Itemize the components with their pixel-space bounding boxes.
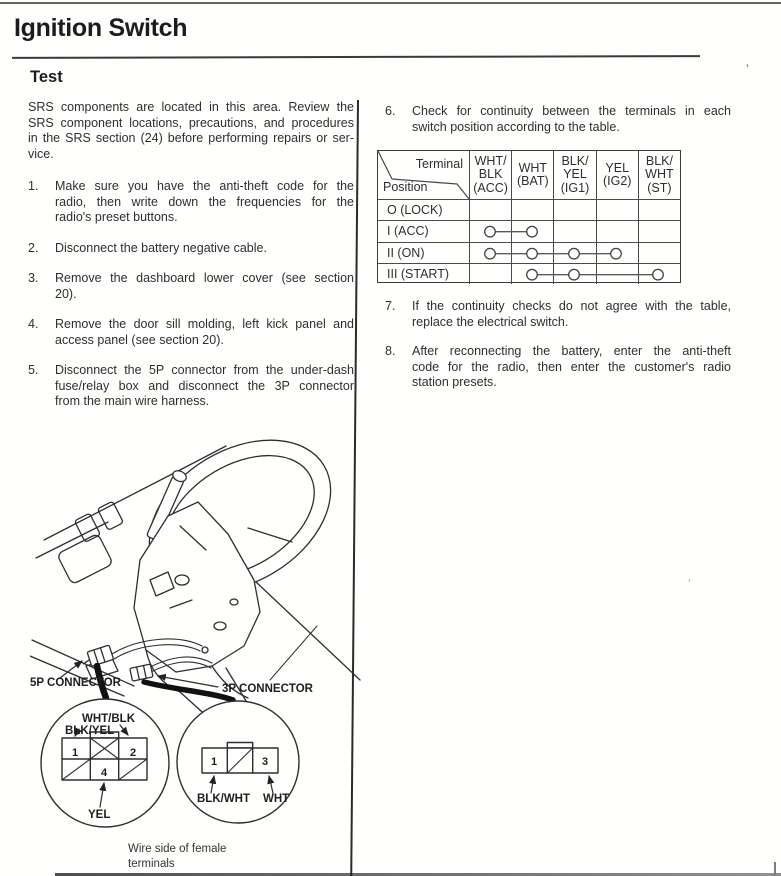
dash-right-edge bbox=[256, 582, 360, 680]
table-corner-cell bbox=[378, 151, 469, 199]
table-cell bbox=[469, 200, 511, 220]
table-cell bbox=[638, 200, 680, 220]
step-number: 6. bbox=[385, 104, 396, 118]
top-scan-line bbox=[0, 2, 781, 4]
table-cell bbox=[553, 243, 595, 263]
pin-5p-2: 2 bbox=[129, 747, 137, 759]
numbered-step bbox=[28, 241, 354, 257]
table-col-header: WHT (BAT) bbox=[511, 151, 553, 199]
right-column-step-6 bbox=[385, 104, 731, 135]
text-line: Check for continuity between the terminals in each bbox=[412, 104, 731, 118]
table-cell bbox=[469, 221, 511, 241]
table-cell bbox=[638, 221, 680, 241]
right-column-step-7 bbox=[385, 299, 731, 330]
table-cell bbox=[511, 221, 553, 241]
steering-column-illustration bbox=[30, 430, 362, 876]
pin-3p-3: 3 bbox=[261, 756, 269, 768]
table-col-header: BLK/ WHT (ST) bbox=[638, 151, 680, 199]
text-line: fuse/relay box and disconnect the 3P connector bbox=[55, 378, 354, 393]
connector-3p-block bbox=[130, 664, 153, 681]
row-label: O (LOCK) bbox=[387, 203, 443, 218]
text-line: Make sure you have the anti-theft code for the bbox=[55, 179, 354, 193]
srs-intro-paragraph bbox=[28, 100, 354, 162]
text-line: vice. bbox=[28, 146, 54, 161]
pin-5p-1: 1 bbox=[71, 747, 79, 759]
text-line: radio, then write down the frequencies for the bbox=[55, 194, 354, 209]
left-column bbox=[28, 100, 354, 410]
page-title: Ignition Switch bbox=[14, 14, 188, 42]
table-row bbox=[378, 242, 680, 263]
text-line: code for the radio, then enter the customer's radio bbox=[412, 359, 731, 374]
table-cell bbox=[596, 264, 638, 284]
table-cell bbox=[469, 264, 511, 284]
table-cell bbox=[596, 200, 638, 220]
label-wht-blk: WHT/BLK bbox=[82, 713, 136, 725]
figure-caption-line1: Wire side of female bbox=[128, 843, 227, 855]
table-cell bbox=[638, 243, 680, 263]
row-label: II (ON) bbox=[387, 245, 425, 260]
text-line: station presets. bbox=[412, 375, 497, 389]
knee-panel-line bbox=[30, 656, 124, 696]
table-row bbox=[378, 220, 680, 241]
numbered-step bbox=[385, 104, 731, 135]
text-line: access panel (see section 20). bbox=[55, 332, 224, 347]
label-blk-wht: BLK/WHT bbox=[197, 793, 251, 805]
numbered-step bbox=[385, 344, 731, 391]
leader-wire-3p bbox=[144, 682, 233, 700]
table-cell bbox=[469, 243, 511, 263]
text-line: replace the electrical switch. bbox=[412, 314, 569, 329]
numbered-step bbox=[28, 179, 354, 226]
table-cell bbox=[596, 221, 638, 241]
step-number: 3. bbox=[28, 271, 39, 285]
numbered-step bbox=[28, 317, 354, 348]
row-label: III (START) bbox=[387, 267, 450, 282]
step-number: 5. bbox=[28, 363, 39, 377]
table-cell bbox=[553, 264, 595, 284]
label-yel: YEL bbox=[88, 809, 111, 821]
text-line: SRS components are located in this area. Review the bbox=[28, 100, 354, 114]
table-col-header: WHT/ BLK (ACC) bbox=[469, 151, 511, 199]
table-col-header: YEL (IG2) bbox=[596, 151, 638, 199]
step-number: 8. bbox=[385, 344, 396, 358]
table-cell bbox=[638, 264, 680, 284]
pin-3p-1: 1 bbox=[210, 756, 218, 768]
table-cell bbox=[511, 200, 553, 220]
steering-column-figure bbox=[30, 430, 362, 876]
numbered-step bbox=[28, 271, 354, 302]
table-row bbox=[378, 199, 680, 220]
scan-artifact-mark: ’ bbox=[688, 578, 691, 590]
section-title: Test bbox=[30, 68, 63, 86]
table-row bbox=[378, 263, 680, 284]
text-line: in the SRS section (24) before performing repairs or ser- bbox=[28, 131, 354, 145]
right-column-step-8 bbox=[385, 344, 731, 391]
step-number: 7. bbox=[385, 299, 396, 313]
text-line: switch position according to the table. bbox=[412, 119, 620, 134]
numbered-step bbox=[28, 363, 354, 410]
text-line: 20). bbox=[55, 286, 77, 301]
continuity-table bbox=[377, 150, 681, 283]
table-corner-terminal: Terminal bbox=[415, 157, 463, 171]
text-line: Disconnect the battery negative cable. bbox=[55, 240, 267, 255]
table-cell bbox=[553, 200, 595, 220]
scan-artifact-mark: ’ bbox=[746, 62, 749, 76]
table-cell bbox=[596, 243, 638, 263]
label-wht: WHT bbox=[263, 793, 290, 805]
text-line: from the main wire harness. bbox=[55, 394, 210, 408]
figure-caption-line2: terminals bbox=[128, 858, 175, 870]
leader-line-3p bbox=[270, 626, 317, 680]
table-cell bbox=[511, 264, 553, 284]
step-number: 2. bbox=[28, 240, 39, 255]
row-label: I (ACC) bbox=[387, 224, 429, 239]
label-blk-yel: BLK/YEL bbox=[65, 725, 115, 737]
bottom-scan-tick bbox=[774, 862, 776, 876]
table-cell bbox=[511, 243, 553, 263]
label-5p-connector: 5P CONNECTOR bbox=[30, 677, 121, 689]
text-line: Remove the door sill molding, left kick panel and bbox=[55, 317, 354, 331]
text-line: radio's preset buttons. bbox=[55, 210, 178, 224]
step-number: 4. bbox=[28, 317, 39, 331]
table-col-header: BLK/ YEL (IG1) bbox=[553, 151, 595, 199]
text-line: Disconnect the 5P connector from the under-dash bbox=[55, 363, 354, 377]
step-number: 1. bbox=[28, 179, 39, 193]
label-3p-connector: 3P CONNECTOR bbox=[222, 683, 313, 695]
table-cell bbox=[553, 221, 595, 241]
text-line: Remove the dashboard lower cover (see section bbox=[55, 271, 354, 285]
numbered-step bbox=[385, 299, 731, 330]
table-corner-position: Position bbox=[383, 180, 428, 194]
text-line: SRS component locations, precautions, and procedures bbox=[28, 115, 354, 130]
text-line: After reconnecting the battery, enter the anti-theft bbox=[412, 344, 731, 358]
pin-5p-4: 4 bbox=[100, 767, 108, 779]
title-rule bbox=[12, 55, 700, 59]
text-line: If the continuity checks do not agree with the table, bbox=[412, 299, 731, 313]
